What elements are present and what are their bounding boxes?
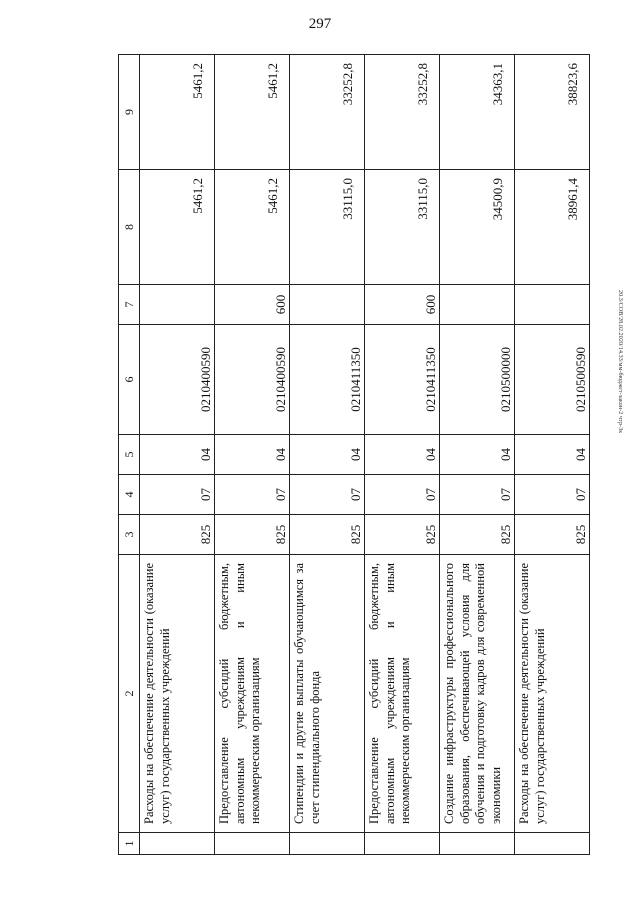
table-row <box>365 55 440 855</box>
expense-description: Предоставление субсидий бюджетным, автономным учреждениям и иным некоммерческим организациям <box>215 555 290 833</box>
expense-type-code <box>440 285 515 325</box>
column-header: 7 <box>119 285 140 325</box>
row-number-cell <box>215 833 290 855</box>
amount-year-2: 34363,1 <box>440 55 515 170</box>
amount-year-1: 38961,4 <box>515 170 590 285</box>
subsection-code: 04 <box>440 435 515 475</box>
subsection-code: 04 <box>515 435 590 475</box>
target-article-code: 0210400590 <box>215 325 290 435</box>
expense-type-code: 600 <box>215 285 290 325</box>
expense-description: Создание инфраструктуры профессионального образования, обеспечивающей условия для обучения и подготовку кадров для современной экономики <box>440 555 515 833</box>
table-row <box>140 55 215 855</box>
budget-table <box>118 54 590 855</box>
column-header: 5 <box>119 435 140 475</box>
column-header: 3 <box>119 515 140 555</box>
amount-year-2: 38823,6 <box>515 55 590 170</box>
table-row <box>215 55 290 855</box>
expense-type-code <box>140 285 215 325</box>
expense-description: Стипендии и другие выплаты обучающимся за счет стипендиального фонда <box>290 555 365 833</box>
ministry-code: 825 <box>290 515 365 555</box>
section-code: 07 <box>140 475 215 515</box>
ministry-code: 825 <box>215 515 290 555</box>
section-code: 07 <box>215 475 290 515</box>
column-header: 8 <box>119 170 140 285</box>
expense-type-code: 600 <box>365 285 440 325</box>
table-row <box>290 55 365 855</box>
expense-type-code <box>290 285 365 325</box>
rotated-table-container <box>118 55 588 855</box>
subsection-code: 04 <box>215 435 290 475</box>
subsection-code: 04 <box>290 435 365 475</box>
header-row <box>119 55 140 855</box>
ministry-code: 825 <box>365 515 440 555</box>
amount-year-2: 5461,2 <box>215 55 290 170</box>
amount-year-1: 33115,0 <box>365 170 440 285</box>
row-number-cell <box>440 833 515 855</box>
target-article-code: 0210411350 <box>290 325 365 435</box>
page-number: 297 <box>308 16 332 32</box>
expense-description: Расходы на обеспечение деятельности (оказание услуг) государственных учреждений <box>515 555 590 833</box>
column-header: 4 <box>119 475 140 515</box>
amount-year-2: 33252,8 <box>365 55 440 170</box>
section-code: 07 <box>515 475 590 515</box>
table-row <box>515 55 590 855</box>
column-header: 6 <box>119 325 140 435</box>
target-article-code: 0210411350 <box>365 325 440 435</box>
target-article-code: 0210500590 <box>515 325 590 435</box>
ministry-code: 825 <box>440 515 515 555</box>
column-header: 1 <box>119 833 140 855</box>
amount-year-1: 33115,0 <box>290 170 365 285</box>
amount-year-2: 33252,8 <box>290 55 365 170</box>
document-code-note: 20.3/СОВ/28.02.2020/14.33/мм-бюджет-закон-2 чтр-3к <box>617 290 623 434</box>
section-code: 07 <box>290 475 365 515</box>
amount-year-2: 5461,2 <box>140 55 215 170</box>
ministry-code: 825 <box>515 515 590 555</box>
target-article-code: 0210500000 <box>440 325 515 435</box>
expense-description: Предоставление субсидий бюджетным, автономным учреждениям и иным некоммерческим организациям <box>365 555 440 833</box>
amount-year-1: 5461,2 <box>215 170 290 285</box>
amount-year-1: 34500,9 <box>440 170 515 285</box>
row-number-cell <box>140 833 215 855</box>
row-number-cell <box>365 833 440 855</box>
subsection-code: 04 <box>365 435 440 475</box>
expense-type-code <box>515 285 590 325</box>
column-header: 2 <box>119 555 140 833</box>
row-number-cell <box>515 833 590 855</box>
section-code: 07 <box>365 475 440 515</box>
section-code: 07 <box>440 475 515 515</box>
column-header: 9 <box>119 55 140 170</box>
subsection-code: 04 <box>140 435 215 475</box>
expense-description: Расходы на обеспечение деятельности (оказание услуг) государственных учреждений <box>140 555 215 833</box>
amount-year-1: 5461,2 <box>140 170 215 285</box>
target-article-code: 0210400590 <box>140 325 215 435</box>
row-number-cell <box>290 833 365 855</box>
table-row <box>440 55 515 855</box>
ministry-code: 825 <box>140 515 215 555</box>
